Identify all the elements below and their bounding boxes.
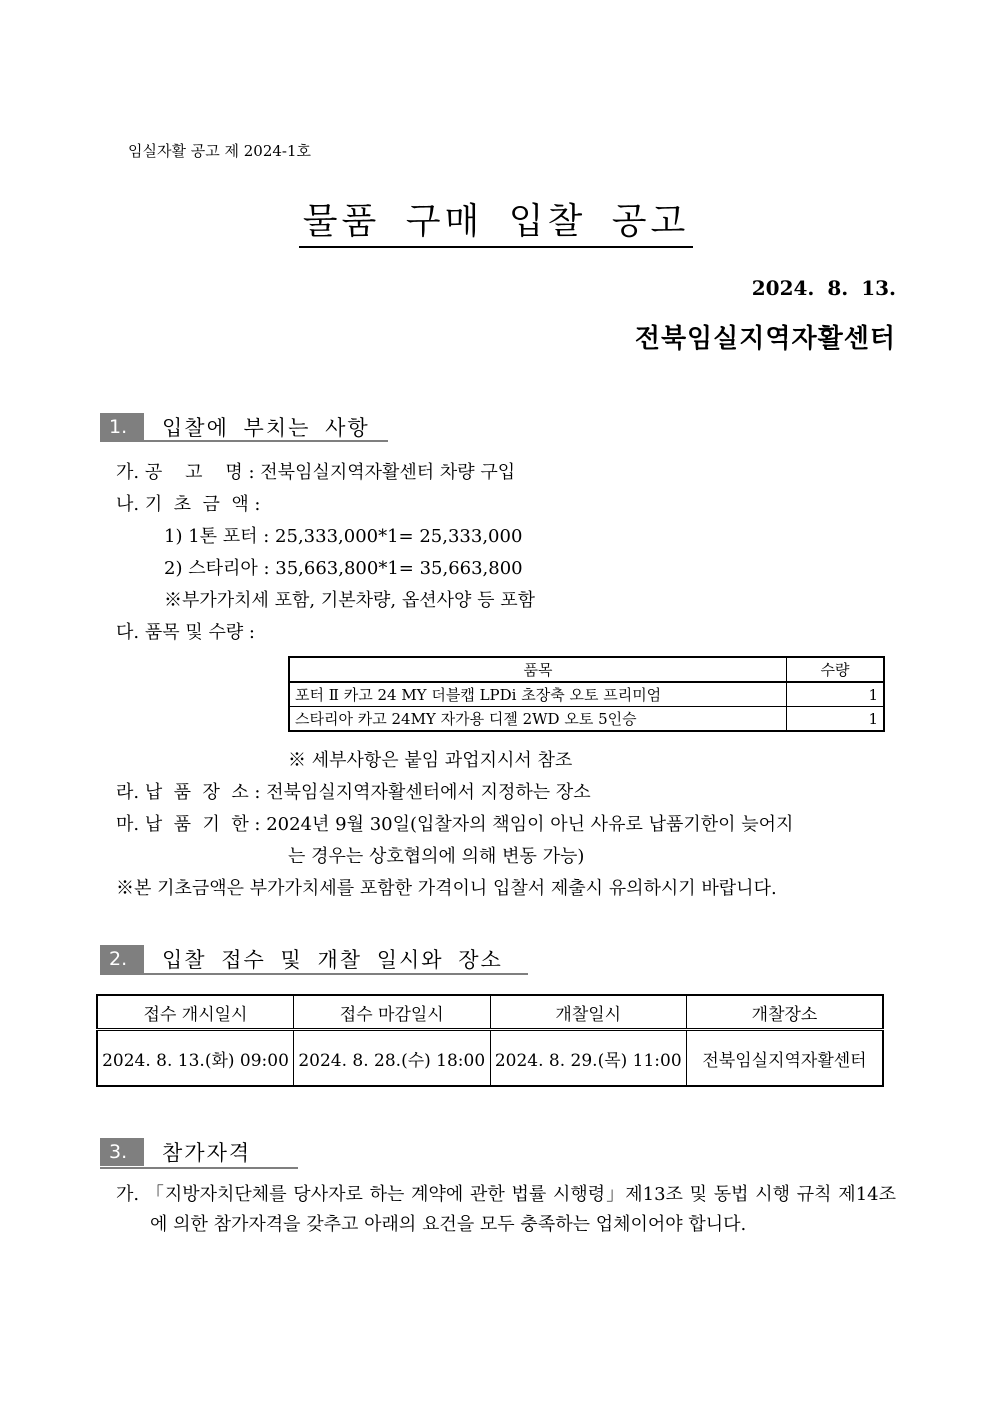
items-table [288, 656, 885, 732]
announcement-row [116, 458, 515, 484]
document-title-wrap [0, 200, 992, 248]
document-title: 물품 구매 입찰 공고 [299, 200, 694, 248]
section-3-number: 3. [100, 1138, 144, 1166]
notice-number: 임실자활 공고 제 2024-1호 [128, 142, 312, 160]
delivery-deadline-label: 마. 납 품 기 한 : [116, 814, 261, 835]
items-note: ※ 세부사항은 붙임 과업지시서 참조 [288, 750, 573, 771]
delivery-place-value: 전북임실지역자활센터에서 지정하는 장소 [266, 782, 591, 803]
section-3-heading: 참가자격 [162, 1141, 252, 1165]
item-qty: 1 [787, 707, 885, 732]
announcement-label: 가. 공 고 명 : [116, 462, 255, 483]
organization-name: 전북임실지역자활센터 [634, 324, 896, 354]
schedule-close-value: 2024. 8. 28.(수) 18:00 [294, 1030, 491, 1087]
section-1-heading: 입찰에 부치는 사항 [162, 416, 370, 440]
section-1-header [100, 412, 370, 442]
announcement-value: 전북임실지역자활센터 차량 구입 [260, 462, 516, 483]
delivery-deadline-value: 2024년 9월 30일(입찰자의 책임이 아닌 사유로 납품기한이 늦어지 [266, 814, 794, 835]
base-price-item: 2) 스타리아 : 35,663,800*1= 35,663,800 [164, 558, 523, 579]
item-name: 스타리아 카고 24MY 자가용 디젤 2WD 오토 5인승 [289, 707, 787, 732]
item-name: 포터 Ⅱ 카고 24 MY 더블캡 LPDi 초장축 오토 프리미엄 [289, 682, 787, 707]
base-price-note: ※부가가치세 포함, 기본차량, 옵션사양 등 포함 [164, 590, 536, 611]
schedule-header-opening: 개찰일시 [490, 995, 687, 1030]
section-2-number: 2. [100, 945, 144, 973]
base-price-item: 1) 1톤 포터 : 25,333,000*1= 25,333,000 [164, 526, 523, 547]
table-row [289, 707, 884, 732]
qualification-paragraph [116, 1180, 896, 1240]
items-header-name: 품목 [289, 657, 787, 682]
schedule-place-value: 전북임실지역자활센터 [687, 1030, 884, 1087]
section-2-underline [100, 973, 528, 975]
base-price-label: 나. 기 초 금 액 : [116, 494, 261, 515]
item-qty: 1 [787, 682, 885, 707]
section-3-header [100, 1137, 251, 1167]
section-1-underline [100, 440, 388, 442]
delivery-place-row [116, 778, 591, 804]
section-3-underline [100, 1167, 298, 1169]
table-row [289, 682, 884, 707]
section-2-header [100, 944, 503, 974]
schedule-header-open: 접수 개시일시 [97, 995, 294, 1030]
table-row [97, 1030, 883, 1087]
schedule-header-close: 접수 마감일시 [294, 995, 491, 1030]
items-header-qty: 수량 [787, 657, 885, 682]
notice-date: 2024. 8. 13. [751, 276, 896, 300]
delivery-deadline-continuation: 는 경우는 상호협의에 의해 변동 가능) [288, 846, 585, 867]
vat-notice: ※본 기초금액은 부가가치세를 포함한 가격이니 입찰서 제출시 유의하시기 바랍니다. [116, 878, 777, 899]
section-1-number: 1. [100, 413, 144, 441]
schedule-table [96, 994, 884, 1087]
delivery-deadline-row [116, 810, 793, 836]
items-label: 다. 품목 및 수량 : [116, 622, 256, 643]
section-2-heading: 입찰 접수 및 개찰 일시와 장소 [162, 948, 503, 972]
delivery-place-label: 라. 납 품 장 소 : [116, 782, 261, 803]
schedule-open-value: 2024. 8. 13.(화) 09:00 [97, 1030, 294, 1087]
qualification-item-a: 가. 「지방자치단체를 당사자로 하는 계약에 관한 법률 시행령」제13조 및 동법 시행 규칙 제14조에 의한 참가자격을 갖추고 아래의 요건을 모두 충족하는 업체이어야 합니다. [116, 1184, 896, 1235]
schedule-opening-value: 2024. 8. 29.(목) 11:00 [490, 1030, 687, 1087]
schedule-header-place: 개찰장소 [687, 995, 884, 1030]
